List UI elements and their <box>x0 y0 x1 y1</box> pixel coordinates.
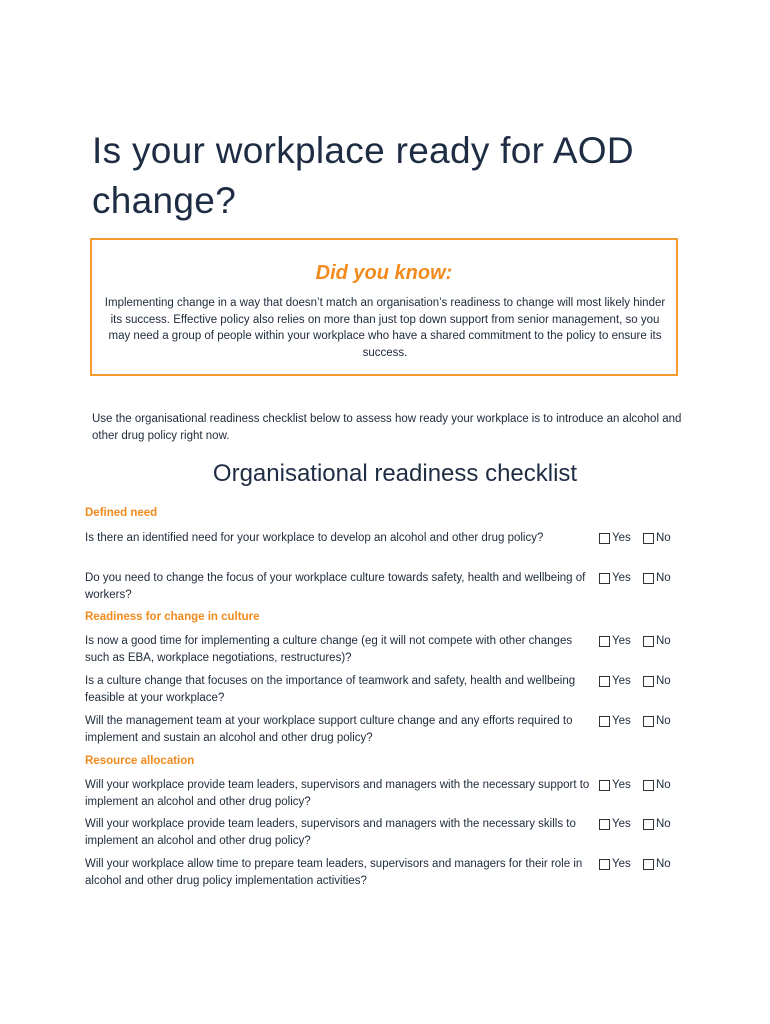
yes-checkbox[interactable] <box>599 816 631 832</box>
checkbox-box[interactable] <box>643 859 654 870</box>
question-text: Will the management team at your workplace support culture change and any efforts required to implement and sustain an alcohol and other drug policy? <box>85 715 573 744</box>
checkbox-box[interactable] <box>599 716 610 727</box>
checklist-item <box>85 816 705 852</box>
checklist-item <box>85 530 705 566</box>
checklist-item <box>85 570 705 606</box>
checkbox-box[interactable] <box>643 636 654 647</box>
yes-label: Yes <box>612 858 631 870</box>
checkbox-box[interactable] <box>599 533 610 544</box>
section-heading-resource-allocation: Resource allocation <box>85 755 195 767</box>
checkbox-box[interactable] <box>643 819 654 830</box>
yes-checkbox[interactable] <box>599 633 631 649</box>
yes-label: Yes <box>612 532 631 544</box>
no-label: No <box>656 572 671 584</box>
checkbox-box[interactable] <box>599 780 610 791</box>
checkbox-box[interactable] <box>643 716 654 727</box>
checkbox-box[interactable] <box>643 573 654 584</box>
question-text: Will your workplace allow time to prepare team leaders, supervisors and managers for their role in alcohol and other drug policy implementation activities? <box>85 858 583 887</box>
yes-checkbox[interactable] <box>599 777 631 793</box>
yes-label: Yes <box>612 675 631 687</box>
checkbox-box[interactable] <box>599 819 610 830</box>
question-text: Will your workplace provide team leaders, supervisors and managers with the necessary skills to implement an alcohol and other drug policy? <box>85 818 576 847</box>
no-label: No <box>656 858 671 870</box>
no-label: No <box>656 675 671 687</box>
yes-label: Yes <box>612 635 631 647</box>
yes-label: Yes <box>612 818 631 830</box>
yes-checkbox[interactable] <box>599 570 631 586</box>
checklist-item <box>85 777 705 813</box>
question-text: Will your workplace provide team leaders, supervisors and managers with the necessary support to implement an alcohol and other drug policy? <box>85 779 590 808</box>
question-text: Is there an identified need for your workplace to develop an alcohol and other drug policy? <box>85 532 544 544</box>
checklist-item <box>85 633 705 669</box>
section-heading-defined-need: Defined need <box>85 507 158 519</box>
no-label: No <box>656 715 671 727</box>
yes-checkbox[interactable] <box>599 856 631 872</box>
no-label: No <box>656 818 671 830</box>
checkbox-box[interactable] <box>643 533 654 544</box>
no-checkbox[interactable] <box>643 816 671 832</box>
yes-checkbox[interactable] <box>599 673 631 689</box>
did-you-know-callout <box>90 238 678 376</box>
checkbox-box[interactable] <box>643 780 654 791</box>
callout-heading: Did you know: <box>315 262 453 284</box>
yes-label: Yes <box>612 572 631 584</box>
intro-paragraph: Use the organisational readiness checklist below to assess how ready your workplace is to introduce an alcohol and other drug policy right now. <box>92 413 682 442</box>
yes-label: Yes <box>612 715 631 727</box>
checkbox-box[interactable] <box>599 573 610 584</box>
callout-body: Implementing change in a way that doesn’t match an organisation’s readiness to change will most likely hinder its success. Effective policy also relies on more than just top down support from senior management, so you may need a group of people within your workplace who have a shared commitment to the policy to ensure its success. <box>104 297 666 359</box>
checkbox-box[interactable] <box>643 676 654 687</box>
no-checkbox[interactable] <box>643 713 671 729</box>
checklist-title: Organisational readiness checklist <box>212 460 578 487</box>
checklist-item <box>85 673 705 709</box>
checkbox-box[interactable] <box>599 676 610 687</box>
no-checkbox[interactable] <box>643 633 671 649</box>
no-checkbox[interactable] <box>643 856 671 872</box>
no-label: No <box>656 779 671 791</box>
yes-checkbox[interactable] <box>599 713 631 729</box>
checkbox-box[interactable] <box>599 859 610 870</box>
no-checkbox[interactable] <box>643 530 671 546</box>
no-label: No <box>656 635 671 647</box>
checklist-item <box>85 856 705 892</box>
no-checkbox[interactable] <box>643 673 671 689</box>
question-text: Do you need to change the focus of your workplace culture towards safety, health and wellbeing of workers? <box>85 572 586 601</box>
page-title: Is your workplace ready for AOD change? <box>92 130 634 221</box>
section-heading-readiness-culture: Readiness for change in culture <box>85 611 260 623</box>
no-checkbox[interactable] <box>643 777 671 793</box>
question-text: Is now a good time for implementing a culture change (eg it will not compete with other changes such as EBA, workplace negotiations, restructures)? <box>85 635 573 664</box>
yes-checkbox[interactable] <box>599 530 631 546</box>
no-label: No <box>656 532 671 544</box>
no-checkbox[interactable] <box>643 570 671 586</box>
question-text: Is a culture change that focuses on the importance of teamwork and safety, health and wellbeing feasible at your workplace? <box>85 675 576 704</box>
yes-label: Yes <box>612 779 631 791</box>
checklist-item <box>85 713 705 749</box>
checkbox-box[interactable] <box>599 636 610 647</box>
